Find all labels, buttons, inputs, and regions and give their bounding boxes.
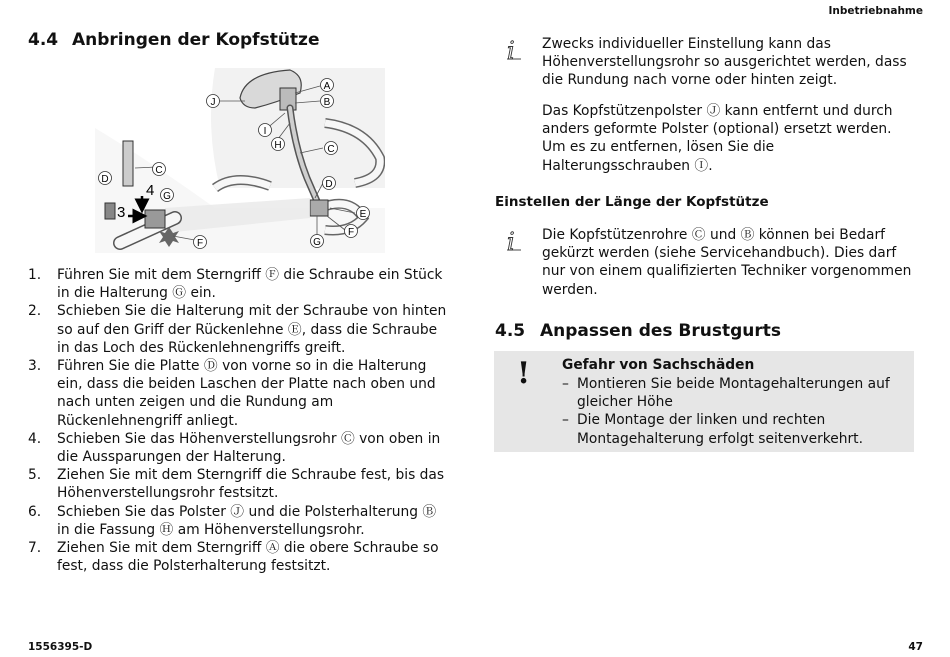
callout-g <box>311 235 324 249</box>
note-pad-removal: Das Kopfstützenpolster Ⓙ kann entfernt und durch anders geformte Polster (optional) ersetzt werden. Um es zu entfernen, lösen Sie die Halterungsschrauben Ⓘ. <box>542 103 893 174</box>
arrow-number-4: 4 <box>146 182 155 199</box>
document-id: 1556395-D <box>28 641 93 653</box>
note-tube-shortening: Die Kopfstützenrohre Ⓒ und Ⓑ können bei Bedarf gekürzt werden (siehe Servicehandbuch). Dies darf nur von einem qualifizierten Techniker vorgenommen werden. <box>542 227 912 298</box>
svg-text:H: H <box>274 140 282 151</box>
callout-j <box>207 95 220 109</box>
list-item: 3. Führen Sie die Platte Ⓓ von vorne so in die Halterung ein, dass die beiden Laschen der Platte nach oben und nach unten zeigen und die Rundung am Rückenlehnengriff anliegt. <box>28 358 436 429</box>
svg-text:F: F <box>196 238 204 249</box>
section-heading-4-4 <box>28 30 319 50</box>
svg-text:B: B <box>323 97 331 108</box>
info-icon <box>507 37 539 61</box>
svg-text:J: J <box>210 97 216 108</box>
note-tube-alignment: Zwecks individueller Einstellung kann das Höhenverstellungsrohr so ausgerichtet werden, dass die Rundung nach vorne oder hinten zeigt. <box>542 36 907 89</box>
section-number: 4.4 <box>28 30 59 50</box>
warning-title: Gefahr von Sachschäden <box>562 357 755 373</box>
callout-a <box>321 79 334 93</box>
callout-i <box>259 124 272 138</box>
svg-text:G: G <box>163 191 171 202</box>
list-item: 6. Schieben Sie das Polster Ⓙ und die Polsterhalterung Ⓑ in die Fassung Ⓗ am Höhenverstellungsrohr. <box>28 503 437 538</box>
exclamation-icon: ! <box>517 356 531 391</box>
headrest-assembly-illustration <box>95 68 385 253</box>
svg-text:C: C <box>327 144 335 155</box>
list-item: 4. Schieben Sie das Höhenverstellungsrohr Ⓒ von oben in die Aussparungen der Halterung. <box>28 430 441 466</box>
svg-text:D: D <box>325 179 333 190</box>
svg-text:D: D <box>101 174 109 185</box>
callout-b <box>321 95 334 109</box>
callout-g-detail <box>161 189 174 203</box>
section-title: Anpassen des Brustgurts <box>540 321 782 341</box>
list-item: 2. Schieben Sie die Halterung mit der Schraube von hinten so auf den Griff der Rückenlehne Ⓔ, dass die Schraube in das Loch des Rückenlehnengriffs greift. <box>28 303 447 356</box>
section-title: Anbringen der Kopfstütze <box>72 30 320 50</box>
svg-text:F: F <box>347 227 355 238</box>
list-item: 5. Ziehen Sie mit dem Sterngriff die Schraube fest, bis das Höhenverstellungsrohr festsitzt. <box>28 467 445 502</box>
list-item: 7. Ziehen Sie mit dem Sterngriff Ⓐ die obere Schraube so fest, dass die Polsterhalterung festsitzt. <box>28 540 439 575</box>
svg-text:A: A <box>323 81 331 92</box>
callout-e <box>357 207 370 221</box>
svg-text:I: I <box>263 126 267 137</box>
callout-d <box>323 177 336 191</box>
callout-f <box>345 225 358 239</box>
callout-c-detail <box>153 163 166 177</box>
subsection-heading: Einstellen der Länge der Kopfstütze <box>495 194 769 210</box>
svg-text:i: i <box>507 37 515 61</box>
section-number: 4.5 <box>495 321 526 341</box>
info-icon <box>507 228 539 252</box>
callout-h <box>272 138 285 152</box>
list-item: – Montieren Sie beide Montagehalterungen auf gleicher Höhe <box>562 376 890 411</box>
callout-c <box>325 142 338 156</box>
section-heading-4-5 <box>495 321 781 341</box>
page-number: 47 <box>908 641 923 653</box>
arrow-number-3: 3 <box>117 204 126 221</box>
svg-text:i: i <box>507 228 515 252</box>
svg-text:G: G <box>313 237 321 248</box>
svg-text:E: E <box>359 209 367 220</box>
list-item: 1. Führen Sie mit dem Sterngriff Ⓕ die Schraube ein Stück in die Halterung Ⓖ ein. <box>28 267 443 302</box>
list-item: – Die Montage der linken und rechten Montagehalterung erfolgt seitenverkehrt. <box>562 412 863 447</box>
callout-f-detail <box>194 236 207 250</box>
running-header: Inbetriebnahme <box>828 5 923 17</box>
warning-list <box>562 375 907 448</box>
assembly-steps-list <box>28 266 453 575</box>
svg-text:C: C <box>155 165 163 176</box>
callout-d-detail <box>99 172 112 186</box>
